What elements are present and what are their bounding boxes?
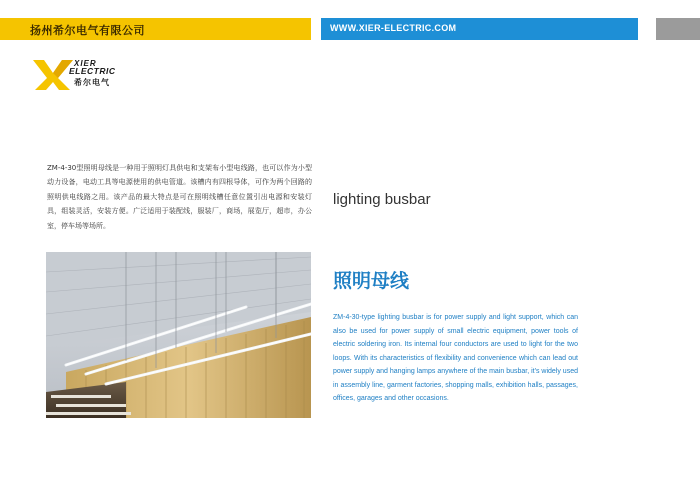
logo-wordmark-cn: 希尔电气 bbox=[74, 78, 110, 87]
logo-wordmark-xier: XIER bbox=[74, 59, 97, 68]
company-header-bar bbox=[0, 18, 311, 40]
chinese-description: ZM-4-30型照明母线是一种用于照明灯具供电和支架布小型电线路，也可以作为小型动力设备，电动工具等电源使用的供电管道。该槽内有四根导体，可作为两个回路的照明供电线路之用。该产品的最大特点是可在照明线槽任意位置引出电源和安装灯具，组装灵活，安装方便。广泛适用于装配线，服装厂，商场，展览厅，超市，办公室，停车场等场所。 bbox=[47, 164, 312, 230]
chinese-title: 照明母线 bbox=[333, 270, 410, 292]
english-description: ZM-4-30-type lighting busbar is for power supply and light support, which can also be used for power supply of small electric equipment, power tools of electric soldering iron. Its internal four conductors are used to light for the two loops. With its characteristics of flexibility and convenience which can lead out power supply and hanging lamps anywhere of the main busbar, it's widely used in assembly line, garment factories, shopping malls, exhibition halls, passages, offices, garages and other occasions. bbox=[333, 314, 578, 402]
company-name: 扬州希尔电气有限公司 bbox=[30, 24, 145, 37]
page-tab bbox=[656, 18, 700, 40]
busbar-installation-photo bbox=[46, 252, 311, 418]
website-header-bar bbox=[321, 18, 638, 40]
logo-wordmark-electric: ELECTRIC bbox=[69, 66, 116, 76]
website-link[interactable]: WWW.XIER-ELECTRIC.COM bbox=[330, 23, 457, 33]
english-title: lighting busbar bbox=[333, 191, 431, 208]
